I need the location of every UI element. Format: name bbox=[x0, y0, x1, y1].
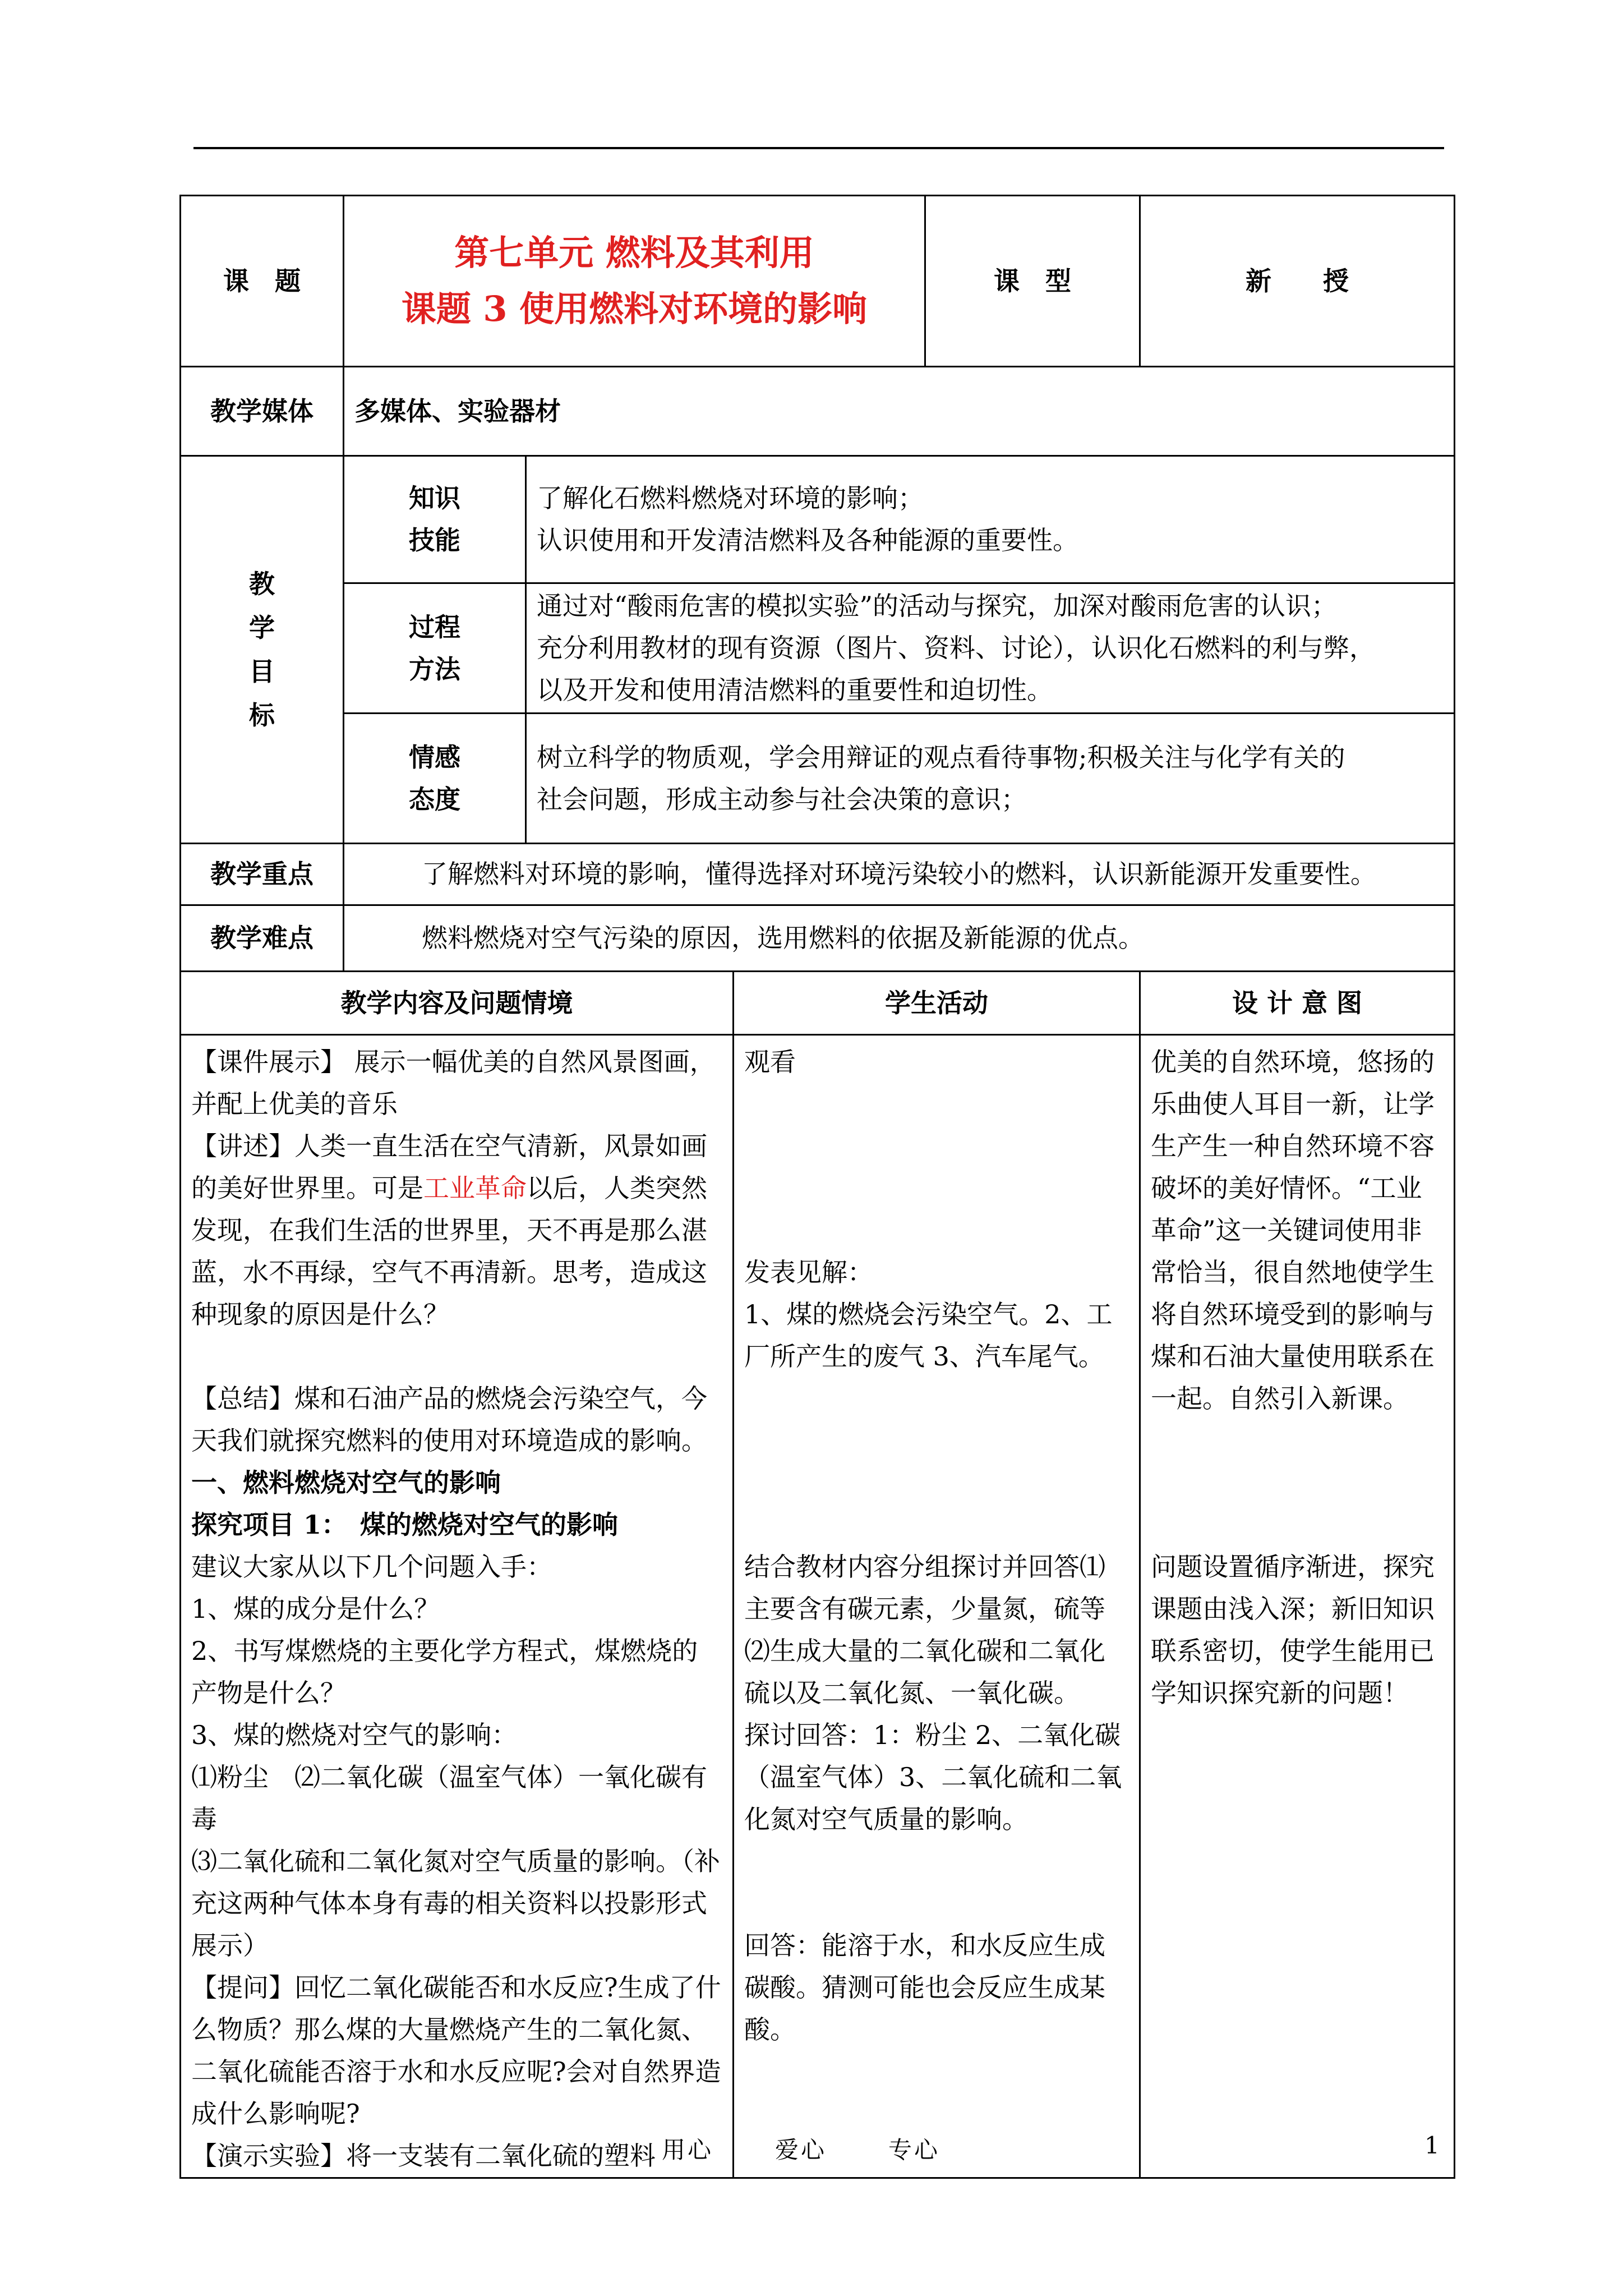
content-p4: 建议大家从以下几个问题入手： bbox=[191, 1552, 552, 1582]
goals-label: 教 学 目 标 bbox=[181, 456, 344, 844]
content-p10: 【提问】回忆二氧化碳能否和水反应?生成了什么物质？那么煤的大量燃烧产生的二氧化氮、二氧化硫能否溶于水和水反应呢?会对自然界造成什么影响呢? bbox=[191, 1972, 721, 2129]
content-p7: 3、煤的燃烧对空气的影响： bbox=[191, 1720, 518, 1750]
goal-row-attitude bbox=[181, 714, 1455, 844]
type-label: 课 型 bbox=[925, 196, 1140, 367]
content-p2: 【讲述】人类一直生活在空气清新，风景如画的美好世界里。可是工业革命以后，人类突然发现，在我们生活的世界里，天不再是那么湛蓝，水不再绿，空气不再清新。思考，造成这种现象的原因是什么？ bbox=[191, 1131, 707, 1329]
footer-motto: 用心 爱心 专心 bbox=[662, 2136, 940, 2164]
goal-text-knowledge: 了解化石燃料燃烧对环境的影响； 认识使用和开发清洁燃料及各种能源的重要性。 bbox=[526, 456, 1455, 583]
type-value: 新 授 bbox=[1140, 196, 1455, 367]
content-p11: 【演示实验】将一支装有二氧化硫的塑料 bbox=[191, 2141, 656, 2171]
key-point-row bbox=[181, 844, 1455, 905]
header-rule bbox=[193, 147, 1444, 149]
column-header-row bbox=[181, 972, 1455, 1035]
student-column-header: 学生活动 bbox=[734, 972, 1140, 1035]
difficult-point-label: 教学难点 bbox=[181, 905, 344, 972]
content-p3: 【总结】煤和石油产品的燃烧会污染空气，今天我们就探究燃料的使用对环境造成的影响。 bbox=[191, 1383, 707, 1456]
difficult-point-row bbox=[181, 905, 1455, 972]
goal-label-attitude: 情感 态度 bbox=[344, 714, 526, 844]
content-p1: 【课件展示】 展示一幅优美的自然风景图画，并配上优美的音乐 bbox=[191, 1047, 716, 1119]
page-number: 1 bbox=[1424, 2132, 1440, 2159]
media-label: 教学媒体 bbox=[181, 367, 344, 456]
lesson-plan-table bbox=[179, 195, 1455, 2179]
student-s3: 1、煤的燃烧会污染空气。2、工厂所产生的废气 3、汽车尾气。 bbox=[744, 1299, 1113, 1372]
key-point-label: 教学重点 bbox=[181, 844, 344, 905]
media-row bbox=[181, 367, 1455, 456]
design-cell bbox=[1140, 1035, 1455, 2178]
student-s4: 结合教材内容分组探讨并回答⑴主要含有碳元素，少量氮，硫等⑵生成大量的二氧化碳和二氧化硫以及二氧化氮、一氧化碳。 bbox=[744, 1552, 1105, 1708]
goal-row-knowledge bbox=[181, 456, 1455, 583]
student-s6: 回答：能溶于水，和水反应生成碳酸。猜测可能也会反应生成某酸。 bbox=[744, 1930, 1105, 2045]
lesson-title bbox=[344, 196, 925, 367]
content-column-header: 教学内容及问题情境 bbox=[181, 972, 734, 1035]
content-cell bbox=[181, 1035, 734, 2178]
title-row bbox=[181, 196, 1455, 367]
student-cell bbox=[734, 1035, 1140, 2178]
goal-label-knowledge: 知识 技能 bbox=[344, 456, 526, 583]
section-heading-2: 探究项目 1： 煤的燃烧对空气的影响 bbox=[191, 1510, 619, 1540]
key-point-value: 了解燃料对环境的影响，懂得选择对环境污染较小的燃料，认识新能源开发重要性。 bbox=[344, 844, 1455, 905]
unit-title: 第七单元 燃料及其利用 bbox=[454, 232, 814, 273]
design-d2: 问题设置循序渐进，探究课题由浅入深；新旧知识联系密切，使学生能用已学知识探究新的问题！ bbox=[1151, 1552, 1435, 1708]
content-p5: 1、煤的成分是什么？ bbox=[191, 1594, 440, 1624]
content-p8: ⑴粉尘 ⑵二氧化碳（温室气体）一氧化碳有毒 bbox=[191, 1762, 707, 1834]
student-s5: 探讨回答：1：粉尘 2、二氧化碳（温室气体）3、二氧化硫和二氧化氮对空气质量的影响。 bbox=[744, 1720, 1122, 1834]
design-column-header: 设 计 意 图 bbox=[1140, 972, 1455, 1035]
student-s1: 观看 bbox=[744, 1047, 796, 1077]
topic-label: 课 题 bbox=[181, 196, 344, 367]
student-s2: 发表见解： bbox=[744, 1257, 873, 1287]
content-row bbox=[181, 1035, 1455, 2178]
goal-row-process bbox=[181, 583, 1455, 714]
goal-text-attitude: 树立科学的物质观，学会用辩证的观点看待事物;积极关注与化学有关的 社会问题，形成主动参与社会决策的意识； bbox=[526, 714, 1455, 844]
highlight-industrial-revolution: 工业革命 bbox=[423, 1173, 527, 1203]
content-p6: 2、书写煤燃烧的主要化学方程式，煤燃烧的产物是什么？ bbox=[191, 1636, 698, 1708]
goal-label-process: 过程 方法 bbox=[344, 583, 526, 714]
lesson-subtitle: 课题 3 使用燃料对环境的影响 bbox=[401, 288, 868, 329]
goal-text-process: 通过对“酸雨危害的模拟实验”的活动与探究，加深对酸雨危害的认识； 充分利用教材的现有资源（图片、资料、讨论），认识化石燃料的利与弊， 以及开发和使用清洁燃料的重要性和迫切性。 bbox=[526, 583, 1455, 714]
difficult-point-value: 燃料燃烧对空气污染的原因，选用燃料的依据及新能源的优点。 bbox=[344, 905, 1455, 972]
section-heading-1: 一、燃料燃烧对空气的影响 bbox=[191, 1467, 501, 1498]
design-d1: 优美的自然环境，悠扬的乐曲使人耳目一新，让学生产生一种自然环境不容破坏的美好情怀。“工业革命”这一关键词使用非常恰当，很自然地使学生将自然环境受到的影响与煤和石油大量使用联系在一起。自然引入新课。 bbox=[1151, 1047, 1435, 1414]
content-p9: ⑶二氧化硫和二氧化氮对空气质量的影响。（补充这两种气体本身有毒的相关资料以投影形式展示） bbox=[191, 1846, 720, 1961]
media-value: 多媒体、实验器材 bbox=[344, 367, 1455, 456]
